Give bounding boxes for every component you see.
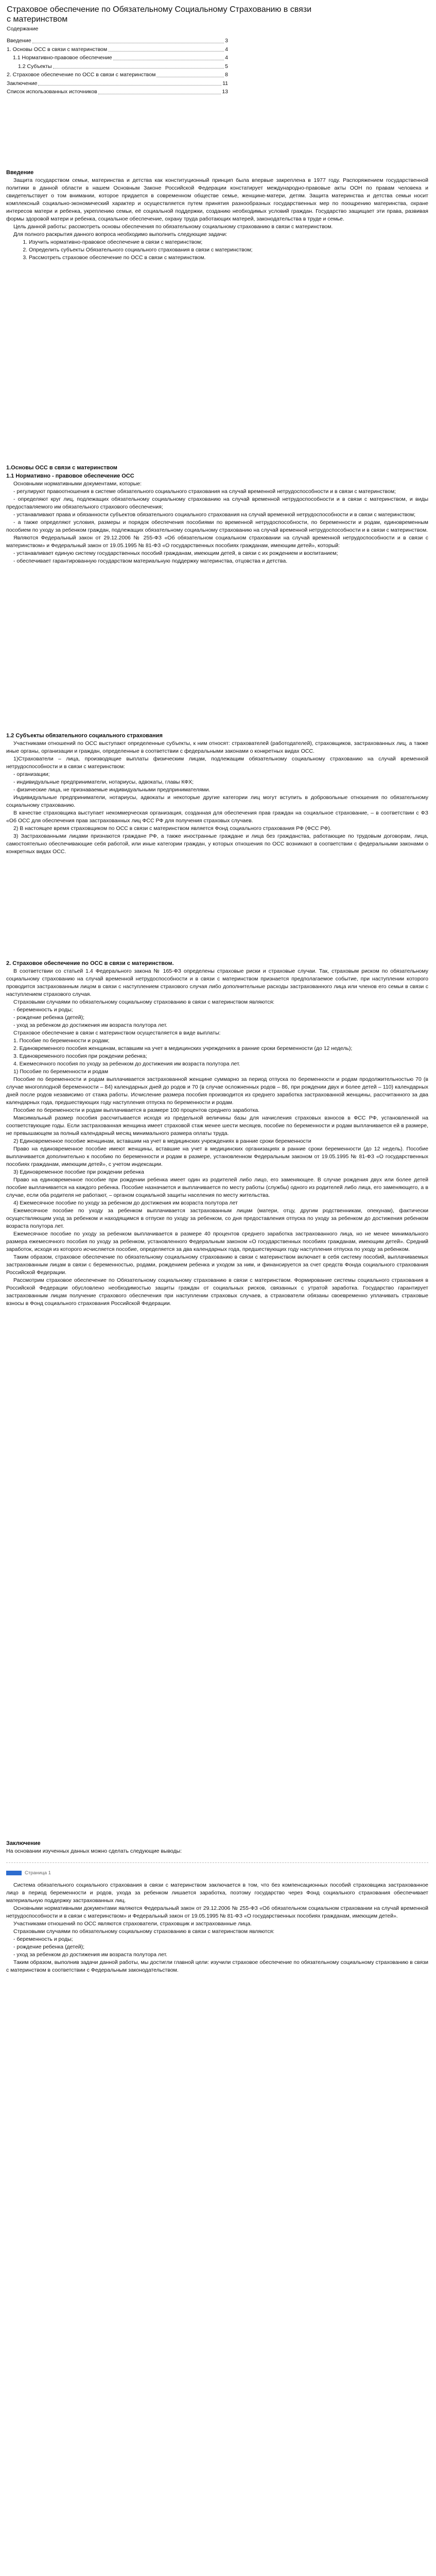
toc-item-label: 1.1 Нормативно-правовое обеспечение [13, 55, 112, 61]
paragraph: 3) Застрахованными лицами признаются граждане РФ, а также иностранные граждане и лица без гражданства, работающие по трудовым договорам, лица, самостоятельно обеспечивающие себя работой, или иные категории граждан, у которых отношения по ОСС возникают в соответствии с федеральными законами о конкретных видах ОСС. [6, 833, 428, 855]
paragraph: Участниками отношений по ОСС выступают определенные субъекты, к ним относят: страхователей (работодателей), страховщиков, застрахованных лиц, а также иные органы, организации и граждан, определенные в соответствии с федеральными законами о конкретных видах ОСС. [6, 740, 428, 754]
list-item: 2. Определить субъекты Обязательного социального страхования в связи с материнством; [29, 246, 428, 254]
conclusion-section [6, 1839, 428, 1855]
intro-paragraph: Защита государством семьи, материнства и детства как конституционный принцип была впервые закреплена в 1977 году. Распоряжением государственной политики в данной области в нашем Основным Законе Российской Федерации констатирует международно-правовые акты ООН по правам человека и свидетельствует о том внимании, которое придается в современном обществе семье, женщине-матери, детям. Защита материнства и детства семьи носит комплексный социально-экономический характер и осуществляется путем принятия разнообразных государственных мер по поощрению материнства, охране интересов матери и ребенка, укреплению семьи, её социальной поддержки, созданию необходимых условий граждан. Государство защищает эти права, развивая формы здоровой матери и ребенка, социальное обеспечение, охрану труда работающих матерей, законодательства в труде и семье. [6, 177, 428, 222]
toc-item-page: 8 [225, 72, 228, 78]
paragraph: Таким образом, выполнив задачи данной работы, мы достигли главной цели: изучили страховое обеспечение по обязательному социальному страхованию в связи с материнством в соответствии с Федеральным законодательством. [6, 1959, 428, 1973]
paragraph: Таким образом, страховое обеспечение по обязательному социальному страхованию в связи с материнством включает в себя систему пособий, выплачиваемых застрахованным лицам в связи с беременностью, родами, рождением ребенка и уходом за ним, и финансируется за счет средств Фонда социального страхования Российской Федерации. [6, 1254, 428, 1276]
section-heading: 1.Основы ОСС в связи с материнством [6, 465, 117, 471]
intro-paragraph: Для полного раскрытия данного вопроса необходимо выполнить следующие задачи: [13, 231, 228, 238]
paragraph: Рассмотрим страховое обеспечение по Обязательному социальному страхованию в связи с материнством. Формирование системы социального страхования в Российской Федерации обусловлено необходимостью защиты граждан от социальных рисков, связанных с утратой заработка. Государство гарантирует застрахованным лицам получение страхового обеспечения при наступлении страховых случаев, а страхователи обязаны своевременно уплачивать страховые взносы в Фонд социального страхования Российской Федерации. [6, 1277, 428, 1307]
paragraph: Система обязательного социального страхования в связи с материнством заключается в том, что без компенсационных пособий страховщика застрахованное лицо в период беременности и родов, ухода за ребенком лишается заработка, поэтому государство через Фонд социального страхования обеспечивает материальную поддержку застрахованных лиц. [6, 1882, 428, 1904]
toc-leader [113, 54, 224, 60]
toc-item[interactable] [7, 79, 228, 88]
subsection-heading: 1.2 Субъекты обязательного социального страхования [6, 733, 163, 739]
paragraph: Пособие по беременности и родам выплачивается застрахованной женщине суммарно за период отпуска по беременности и родам продолжительностью 70 (в случае многоплодной беременности – 84) календарных дней до родов и 70 (в случае осложненных родов – 86, при рождении двух и более детей – 110) календарных дней после родов независимо от стажа работы. Исчисление размера пособия производится из среднего заработка застрахованной женщины, рассчитанного за два календарных года, предшествующих году наступления отпуска по беременности и родам. [6, 1076, 428, 1106]
toc-item-page: 5 [225, 63, 228, 70]
paragraph: Пособие по беременности и родам выплачивается в размере 100 процентов среднего заработка. [13, 1107, 260, 1113]
list-item: 1. Изучить нормативно-правовое обеспечение в связи с материнством; [29, 239, 428, 246]
toc-leader [108, 45, 224, 52]
paragraph: 4) Ежемесячное пособие по уходу за ребенком до достижения им возраста полутора лет [13, 1200, 238, 1206]
paragraph: - уход за ребенком до достижения им возраста полутора лет. [13, 1952, 168, 1958]
paragraph: Индивидуальные предприниматели, нотариусы, адвокаты и некоторые другие категории лиц могут вступить в добровольные отношения по обязательному социальному страхованию. [6, 794, 428, 808]
paragraph: Право на единовременное пособие имеют женщины, вставшие на учет в медицинских организациях в ранние сроки беременности (до 12 недель). Пособие выплачивается дополнительно к пособию по беременности и родам в размере, установленном Федеральным законом от 19.05.1995 № 81-ФЗ «О государственных пособиях гражданам, имеющим детей», с учетом индексации. [6, 1146, 428, 1167]
toc-leader [156, 71, 224, 77]
paragraph: 2. Единовременного пособия женщинам, вставшим на учет в медицинских учреждениях в ранние сроки беременности (до 12 недель); [13, 1045, 353, 1052]
intro-paragraph: Цель данной работы: рассмотреть основы обеспечения по обязательному социальному страхованию в связи с материнством. [13, 224, 333, 230]
toc-item[interactable] [7, 62, 228, 71]
toc-item-label: 1. Основы ОСС в связи с материнством [7, 46, 108, 53]
paragraph: Право на единовременное пособие при рождении ребенка имеет один из родителей либо лицо, его заменяющее. В случае рождения двух или более детей пособие выплачивается на каждого ребенка. Пособие назначается и выплачивается по месту работы (службы) одного из родителей либо лица, его заменяющего, а в случае, если оба родителя не работают, – органом социальной защиты населения по месту жительства. [6, 1177, 428, 1198]
toc-item[interactable] [7, 88, 228, 96]
toc-item-label: Список использованных источников [7, 89, 97, 95]
toc-leader [53, 62, 224, 69]
paragraph: - беременность и роды; [13, 1007, 73, 1013]
paragraph: - рождение ребенка (детей); [13, 1014, 84, 1021]
list-item: 3. Рассмотреть страховое обеспечение по ОСС в связи с материнством. [29, 254, 428, 262]
paragraph: Ежемесячное пособие по уходу за ребенком выплачивается в размере 40 процентов среднего заработка застрахованного лица, но не менее минимального размера ежемесячного пособия по уходу за ребенком, установленного Федеральным законом «О государственных пособиях гражданам, имеющим детей». Средний заработок, исходя из которого исчисляется пособие, определяется за два календарных года, предшествующих году наступления отпуска по уходу за ребенком. [6, 1231, 428, 1252]
tasks-list [6, 239, 428, 262]
page-badge-label: Страница 1 [25, 1870, 51, 1876]
toc-item[interactable] [7, 71, 228, 79]
paragraph: Основными нормативными документами являются Федеральный закон от 29.12.2006 № 255-ФЗ «Об обязательном социальном страховании на случай временной нетрудоспособности и в связи с материнством» и Федеральный закон от 19.05.1995 № 81-ФЗ «О государственных пособиях гражданам, имеющим детей». [6, 1905, 428, 1919]
paragraph: - устанавливает единую систему государственных пособий гражданам, имеющим детей, в связи с их рождением и воспитанием; [13, 550, 338, 556]
paragraph: - а также определяют условия, размеры и порядок обеспечения пособиями по временной нетрудоспособности, по беременности и родам, единовременным пособием по уходу за ребенком граждан, подлежащих обязательному социальному страхованию на случай временной нетрудоспособности и в связи с материнством. [6, 519, 428, 533]
paragraph: Страховое обеспечение в связи с материнством осуществляется в виде выплаты: [13, 1030, 221, 1036]
paragraph: 2) В настоящее время страховщиком по ОСС в связи с материнством является Фонд социального страхования РФ (ФСС РФ). [13, 825, 332, 832]
section-2 [6, 959, 428, 1308]
toc-item-page: 13 [222, 89, 228, 95]
paragraph: В соответствии со статьей 1.4 Федерального закона № 165-ФЗ определены страховые риски и страховые случаи. Так, страховым риском по обязательному социальному страхованию на случай временной нетрудоспособности и в связи с материнством признается предполагаемое событие, при наступлении которого проводится застрахованным лицом в связи с наступлением страхового случая либо дополнительные расходы застрахованного лица или членов его семьи в связи с наступлением страхового случая. [6, 968, 428, 997]
paragraph: Участниками отношений по ОСС являются страхователи, страховщик и застрахованные лица. [13, 1921, 252, 1927]
paragraph: Страховыми случаями по обязательному социальному страхованию в связи с материнством являются: [13, 999, 275, 1005]
paragraph: - регулируют правоотношения в системе обязательного социального страхования на случай временной нетрудоспособности и в связи с материнством; [13, 488, 396, 495]
paragraph: 3) Единовременное пособие при рождении ребенка [13, 1169, 144, 1175]
paragraph: Являются Федеральный закон от 29.12.2006 № 255-ФЗ «Об обязательном социальном страховании на случай временной нетрудоспособности и в связи с материнством» и Федеральный закон от 19.05.1995 № 81-ФЗ «О государственных пособиях гражданам, имеющим детей», который: [6, 535, 428, 549]
section-1 [6, 464, 428, 565]
paragraph: 4. Ежемесячного пособия по уходу за ребенком до достижения им возраста полутора лет. [13, 1061, 240, 1067]
toc-item[interactable] [7, 37, 228, 45]
paragraph: Страховыми случаями по обязательному социальному страхованию в связи с материнством являются: [13, 1928, 275, 1935]
page-title: Страховое обеспечение по Обязательному Социальному Страхованию в связи с материнством [7, 5, 312, 24]
toc-item-label: Заключение [7, 80, 38, 87]
section-heading: 2. Страховое обеспечение по ОСС в связи с материнством. [6, 960, 174, 967]
paragraph: - устанавливают права и обязанности субъектов обязательного социального страхования на случай временной нетрудоспособности и в связи с материнством; [13, 512, 416, 518]
paragraph: Основными нормативными документами, которые: [13, 481, 142, 487]
toc-item-page: 11 [222, 80, 228, 87]
paragraph: 3. Единовременного пособия при рождении ребенка; [13, 1053, 147, 1059]
toc-item-label: 1.2 Субъекты [18, 63, 52, 70]
toc-leader [38, 79, 221, 86]
subsection-heading: 1.1 Нормативно - правовое обеспечение ОСС [6, 473, 134, 479]
page-badge-icon [6, 1871, 22, 1875]
paragraph: - организации; [13, 771, 50, 777]
toc-leader [98, 88, 221, 94]
intro-section [6, 168, 428, 262]
paragraph: В качестве страховщика выступает некоммерческая организация, созданная для обеспечения прав граждан на социальное страхование, – в соответствии с ФЗ «Об ОСС для обеспечения прав застрахованных лиц ФСС РФ для получения страховых случаев. [6, 810, 428, 824]
intro-heading: Введение [6, 170, 34, 176]
paragraph: - физические лица, не признаваемые индивидуальными предпринимателями. [13, 787, 211, 793]
paragraph: - рождение ребенка (детей); [13, 1944, 84, 1950]
conclusion-body [6, 1882, 428, 1974]
toc-item[interactable] [7, 45, 228, 54]
paragraph: - индивидуальные предприниматели, нотариусы, адвокаты, главы КФХ; [13, 779, 194, 785]
toc-leader [32, 37, 224, 43]
toc-item-label: 2. Страховое обеспечение по ОСС в связи с материнством [7, 72, 156, 78]
toc-heading: Содержание [7, 26, 39, 32]
paragraph: 1. Пособие по беременности и родам; [13, 1038, 110, 1044]
page-break-divider [6, 1862, 428, 1863]
paragraph: 1) Пособие по беременности и родам [13, 1069, 109, 1075]
toc-item[interactable] [7, 54, 228, 62]
paragraph: Максимальный размер пособия рассчитывается исходя из предельной величины базы для начисления страховых взносов в ФСС РФ, установленной на соответствующие годы. Если застрахованная женщина имеет страховой стаж менее шести месяцев, пособие по беременности и родам выплачивается ей в размере, не превышающем за полный календарный месяц минимального размера оплаты труда. [6, 1115, 428, 1137]
toc-item-label: Введение [7, 38, 31, 44]
paragraph: - определяют круг лиц, подлежащих обязательному социальному страхованию на случай временной нетрудоспособности и в связи с материнством, и виды предоставляемого им обязательного страхового обеспечения; [6, 496, 428, 510]
section-1-2 [6, 732, 428, 856]
toc-item-page: 3 [225, 38, 228, 44]
page-badge [6, 1870, 51, 1876]
paragraph: Ежемесячное пособие по уходу за ребенком выплачивается застрахованным лицам (матери, отцу, другим родственникам, опекунам), фактически осуществляющим уход за ребенком и находящимся в отпуске по уходу за ребенком, со дня предоставления отпуска по уходу за ребенком до достижения ребенком возраста полутора лет. [6, 1208, 428, 1229]
conclusion-lead: На основании изученных данных можно сделать следующие выводы: [6, 1848, 182, 1854]
toc-item-page: 4 [225, 55, 228, 61]
paragraph: - беременность и роды; [13, 1936, 73, 1942]
paragraph: - обеспечивает гарантированную государством материальную поддержку материнства, отцовства и детства. [13, 558, 288, 564]
table-of-contents [7, 37, 228, 96]
paragraph: 2) Единовременное пособие женщинам, вставшим на учет в медицинских учреждениях в ранние сроки беременности [13, 1138, 311, 1144]
paragraph: - уход за ребенком до достижения им возраста полутора лет. [13, 1022, 168, 1028]
conclusion-heading: Заключение [6, 1840, 41, 1846]
paragraph: 1)Страхователи – лица, производящие выплаты физическим лицам, подлежащим обязательному социальному страхованию на случай временной нетрудоспособности и в связи с материнством: [6, 756, 428, 770]
toc-item-page: 4 [225, 46, 228, 53]
